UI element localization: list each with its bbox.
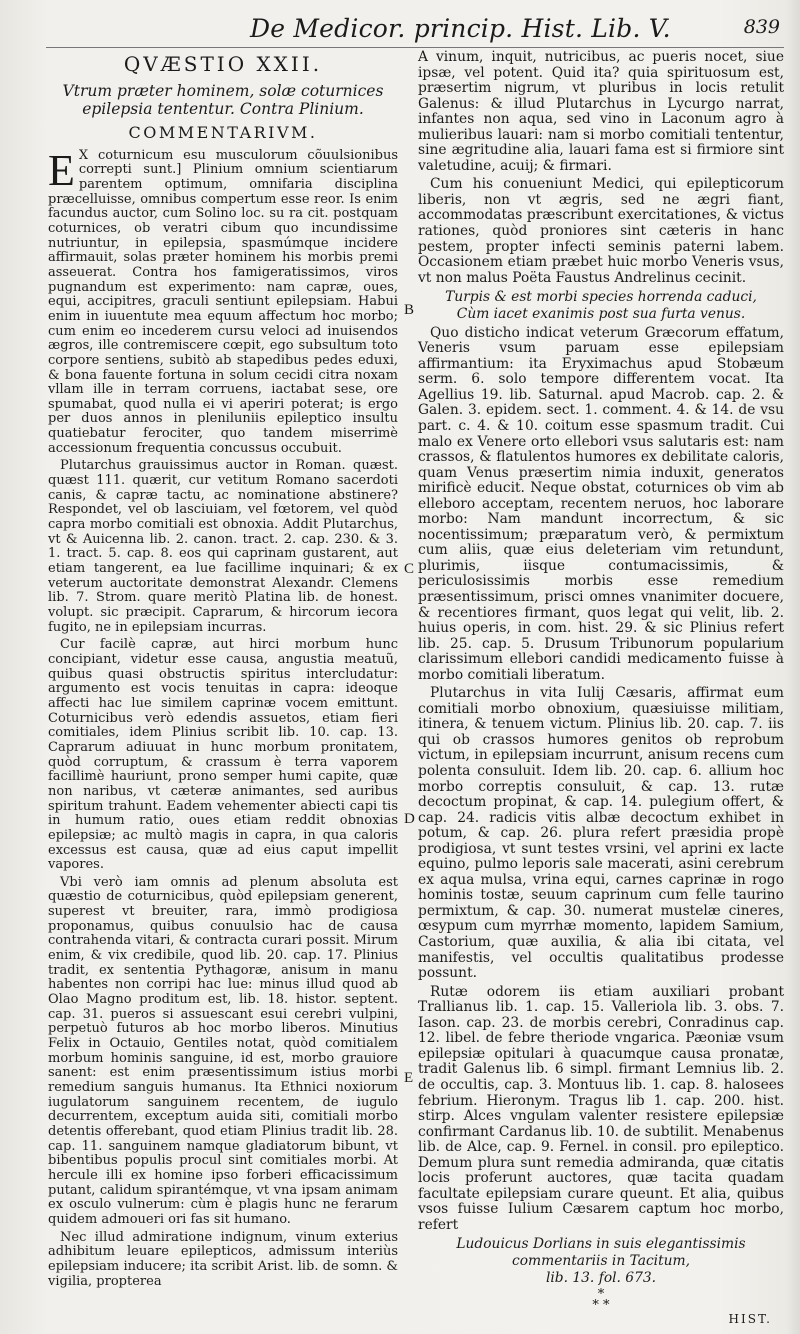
closing-line-3: lib. 13. fol. 673. bbox=[545, 1269, 657, 1286]
closing-line-1: Ludouicus Dorlians in suis elegantissimis bbox=[456, 1236, 746, 1253]
asterism-bottom: * * bbox=[592, 1297, 610, 1313]
right-paragraph-3: Quo disticho indicat veterum Græcorum effatum, Veneris vsum paruam esse epilepsiam affirmantium: ita Eryximachus apud Stobæum serm. 6. solo tempore differentem vocat. Ita Agellius 19. lib. Saturnal. apud Macrob. cap. 2. & Galen. 3. epidem. sect. 1. comment. 4. & 14. de vsu part. c. 4. & 10. coitum esse spasmum tradit. Cui malo ex Venere orto ellebori vsus salutaris est: nam crassos, & flatulentos humores ex debilitate caloris, quam Venus præsertim nimia induxit, generatos mirificè educit. Neque obstat, coturnices ob vim ab elleboro acceptam, recentem neruos, hoc laborare morbo: Nam mandunt incorrectum, & sic nocentissimum; præparatum verò, & permixtum cum aliis, quæ eius deleteriam vim retundunt, plurimis, iisque contumacissimis, & periculosissimis morbis esse remedium præsentissimum, prisci omnes vnanimiter docuere, & recentiores firmant, quos legat qui velit, lib. 2. huius operis, in com. hist. 29. & sic Plinius refert lib. 25. cap. 5. Drusum Tribunorum popularium clarissimum ellebori candidi medicamento fuisse à morbo comitiali liberatum. bbox=[418, 324, 784, 683]
verse-line-1: Turpis & est morbi species horrenda caduci, bbox=[445, 289, 757, 306]
right-paragraph-2: Cum his conueniunt Medici, qui epilepticorum liberis, non vt ægris, sed ne ægri fiant, accommodatas præscribunt exercitationes, & victus rationes, quòd proniores sint cæteris in hanc pestem, propter infecti seminis paterni labem. Occasionem etiam præbet huic morbo Veneris vsus, vt non malus Poëta Faustus Andrelinus cecinit. bbox=[418, 176, 784, 286]
paragraph-2: Plutarchus grauissimus auctor in Roman. quæst. quæst 111. quærit, cur vetitum Romano sacerdoti canis, & capræ tactu, ac nominatione abstinere? Respondet, vel ob lasciuiam, vel fœtorem, vel quòd capra morbo comitiali est obnoxia. Addit Plutarchus, vt & Auicenna lib. 2. canon. tract. 2. cap. 230. & 3. 1. tract. 5. cap. 8. eos qui caprinam gustarent, aut etiam tangerent, ea lue facillime inquinari; & ex veterum auctoritate demonstrat Alexandr. Clemens lib. 7. Strom. quare meritò Platina lib. de honest. volupt. sic præcipit. Caprarum, & hircorum iecora fugito, ne in epilepsiam incurras. bbox=[48, 458, 398, 635]
left-column bbox=[48, 50, 398, 1292]
asterism-ornament bbox=[418, 1286, 784, 1313]
paragraph-5: Nec illud admiratione indignum, vinum exterius adhibitum leuare epilepticos, admissum interiùs epilepsiam inducere; ita scribit Arist. lib. de somn. & vigilia, propterea bbox=[48, 1229, 398, 1289]
right-column bbox=[418, 50, 784, 1311]
drop-cap: E bbox=[48, 145, 75, 195]
paragraph-3: Cur facilè capræ, aut hirci morbum hunc concipiant, videtur esse causa, angustia meatuũ, quibus quasi obstructis spiritus intercludatur: argumento est vocis tenuitas in capra: ideoque affecti hac lue similem caprinæ vocem emittunt. Coturnicibus verò edendis assuetos, etiam fieri comitiales, idem Plinius scribit lib. 10. cap. 13. Caprarum adiuuat in hunc morbum pronitatem, quòd corruptum, & crassum è terra vaporem facillimè hauriunt, prono semper humi capite, quæ non naribus, vt cæteræ animantes, sed auribus spiritum trahunt. Eadem vehementer abiecti capi tis in humum ratio, oues etiam reddit obnoxias epilepsiæ; ac multò magis in capra, in qua caloris excessus est causa, quæ ad eius caput impellit vapores. bbox=[48, 637, 398, 873]
verse-line-2: Cùm iacet exanimis post sua furta venus. bbox=[456, 305, 746, 322]
asterism-top: * bbox=[597, 1286, 605, 1302]
right-paragraph-1: A vinum, inquit, nutricibus, ac pueris nocet, siue ipsæ, vel potent. Quid ita? quia spirituosum est, præsertim nigrum, vt pluribus in locis retulit Galenus: & illud Plutarchus in Lycurgo narrat, infantes non aqua, sed vino in Laconum agro à mulieribus lauari: nam si morbo comitiali tententur, sine ægritudine alia, lauari fama est si firmiore sint valetudine, acuij; & firmari. bbox=[418, 49, 784, 174]
verse-couplet bbox=[418, 289, 784, 323]
page-number: 839 bbox=[743, 16, 780, 38]
question-title: QVÆSTIO XXII. bbox=[123, 52, 323, 76]
margin-marker-c: C bbox=[404, 561, 415, 577]
header-rule bbox=[46, 47, 784, 48]
running-head: De Medicor. princip. Hist. Lib. V. bbox=[250, 14, 671, 43]
commentary-heading: COMMENTARIVM. bbox=[128, 123, 318, 142]
margin-marker-d: D bbox=[404, 811, 415, 827]
margin-marker-e: E bbox=[404, 1070, 414, 1086]
right-paragraph-4: Plutarchus in vita Iulij Cæsaris, affirmat eum comitiali morbo obnoxium, quæsiuisse militiam, itinera, & tenuem victum. Plinius lib. 20. cap. 7. iis qui ob crassos humores genitos ob reprobum victum, in epilepsiam incurrunt, anisum recens cum polenta consuluit. Idem lib. 20. cap. 6. allium hoc morbo correptis consuluit, & cap. 13. rutæ decoctum propinat, & cap. 14. pulegium offert, & cap. 24. radicis vitis albæ decoctum exhibet in potum, & cap. 26. plura refert præsidia propè prodigiosa, vt sunt testes vrsini, vel aprini ex lacte equino, pulmo leporis sale macerati, asini cerebrum ex aqua mulsa, vrina equi, carnes caprinæ in rogo hominis tostæ, seuum caprinum cum felle taurino permixtum, & cap. 30. numerat mustelæ cineres, œsypum cum myrrhæ momento, lapidem Samium, Castorium, quæ auxilia, & alia ibi citata, vel manifestis, vel occultis qualitatibus prodesse possunt. bbox=[418, 685, 784, 982]
page-header bbox=[0, 14, 800, 44]
paragraph-1 bbox=[48, 145, 398, 457]
closing-citation bbox=[418, 1236, 784, 1286]
paragraph-1-text: X coturnicum esu musculorum cõuulsionibus correpti sunt.] Plinium omnium scientiarum parentem optimum, omnifaria disciplina præcelluisse, omnibus compertum esse reor. Is enim facundus auctor, cum Solino loc. su ra cit. postquam coturnices, ob veratri cibum quo incundissime nutriuntur, in epilepsia, spasmúmque incidere affirmauit, solas præter hominem his morbis premi asseuerat. Contra hos famigeratissimos, viros pugnandum est experimento: nam capræ, oues, equi, accipitres, graculi sentiunt epilepsiam. Habui enim in iuuentute mea equum affectum hoc morbo; cum enim eo incederem cursu veloci ad inuisendos ægros, ille contremiscere cœpit, ego subsultum toto corpore sentiens, subitò ab stapedibus pedes eduxi, & bona fauente fortuna in solum cecidi citra noxam vllam ille in terram corruens, iactabat sese, ore spumabat, quod nulla ei vi aperiri poterat; is ergo per duos annos in pleniluniis epileptico insultu quatiebatur ferociter, quo tandem miserrimè accessionum frequentia concussus occubuit. bbox=[48, 147, 398, 456]
closing-line-2: commentariis in Tacitum, bbox=[512, 1253, 690, 1270]
margin-marker-b: B bbox=[404, 302, 415, 318]
catchword: HIST. bbox=[728, 1312, 772, 1326]
page-edge-shadow bbox=[786, 0, 800, 1334]
paragraph-4: Vbi verò iam omnis ad plenum absoluta est quæstio de coturnicibus, quòd epilepsiam generent, superest vt breuiter, rara, immò prodigiosa proponamus, quibus conuulsio hac de causa contrahenda vitari, & contracta curari possit. Mirum enim, & vix credibile, quod lib. 20. cap. 17. Plinius tradit, ex sententia Pythagoræ, anisum in manu habentes non corripi hac lue: minus illud quod ab Olao Magno proditum est, lib. 18. histor. septent. cap. 31. pueros si assuescant esui cerebri vulpini, perpetuò futuros ab hoc morbo liberos. Minutius Felix in Octauio, Gentiles notat, quòd comitialem morbum hominis sanguine, id est, morbo grauiore sanent: est enim præsentissimum istius morbi remedium sanguis humanus. Ita Ethnici noxiorum iugulatorum sanguinem recentem, de iugulo decurrentem, exceptum auida siti, comitiali morbo detentis offerebant, quod etiam Plinius tradit lib. 28. cap. 11. sanguinem namque gladiatorum bibunt, vt bibentibus populis procul sint comitiales morbi. At hercule illi ex homine ipso forberi efficacissimum putant, calidum spirantémque, vt vna ipsam animam ex osculo vulnerum: cùm è plagis hunc ne ferarum quidem admoueri ori fas sit humano. bbox=[48, 874, 398, 1227]
right-paragraph-5: Rutæ odorem iis etiam auxiliari probant Trallianus lib. 1. cap. 15. Valleriola lib. 3. obs. 7. Iason. cap. 23. de morbis cerebri, Conradinus cap. 12. libel. de febre theriode vngarica. Pæoniæ vsum epilepsiæ opitulari à quacumque causa pronatæ, tradit Galenus lib. 6 simpl. firmant Lemnius lib. 2. de occultis, cap. 3. Montuus lib. 1. cap. 8. halosees febrium. Hieronym. Tragus lib 1. cap. 200. hist. stirp. Alces vngulam valenter resistere epilepsiæ confirmant Cardanus lib. 10. de subtilit. Menabenus lib. de Alce, cap. 9. Fernel. in consil. pro epileptico. Demum plura sunt remedia admiranda, quæ citatis locis proferunt auctores, quæ tacita quadam facultate epilepsiam curare queunt. Et alia, quibus vsos fuisse Iulium Cæsarem captum hoc morbo, refert bbox=[418, 983, 784, 1233]
question-subtitle: Vtrum præter hominem, solæ coturnices epilepsia tententur. Contra Plinium. bbox=[62, 82, 384, 118]
